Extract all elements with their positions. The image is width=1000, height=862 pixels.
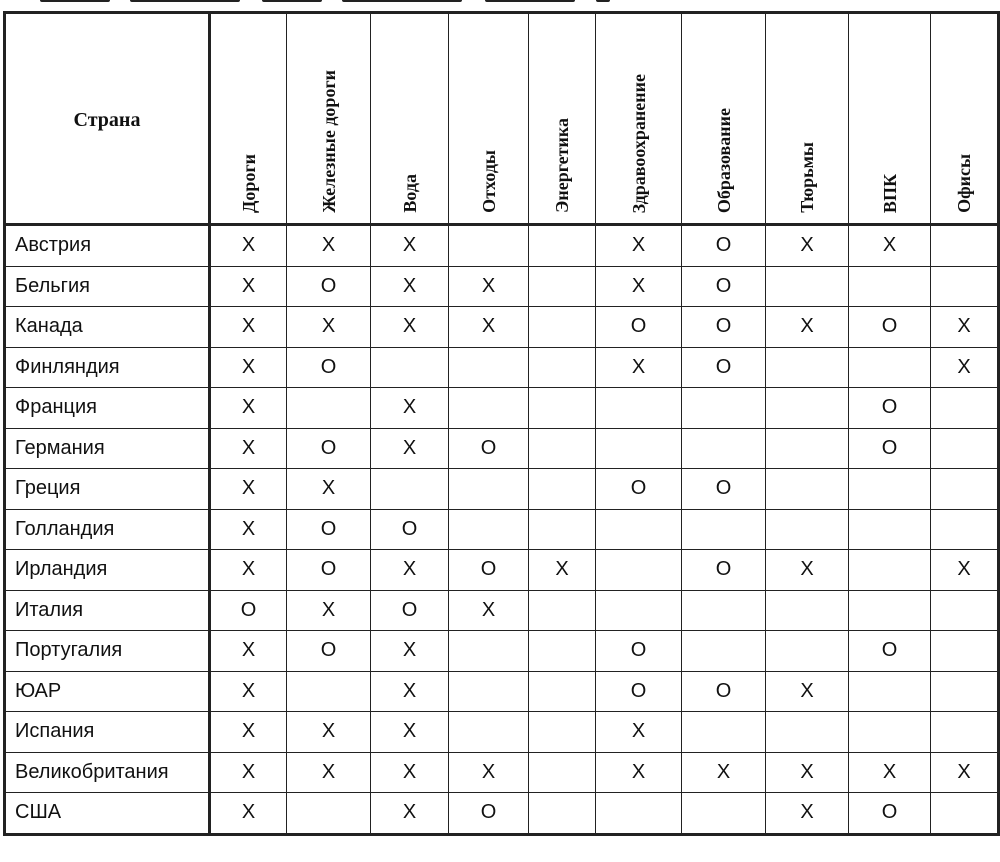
participation-cell [529, 347, 596, 388]
participation-cell: X [766, 307, 849, 348]
ppp-sector-table [3, 11, 1000, 836]
participation-cell: X [210, 550, 287, 591]
participation-cell: X [596, 347, 682, 388]
sector-header-label: ВПК [879, 173, 900, 213]
participation-cell [682, 712, 766, 753]
table-row [5, 671, 999, 712]
participation-cell: X [371, 550, 449, 591]
participation-cell [931, 712, 999, 753]
participation-cell: O [682, 266, 766, 307]
table-row [5, 509, 999, 550]
sector-header [596, 13, 682, 225]
country-cell: Великобритания [5, 752, 210, 793]
participation-cell: O [449, 428, 529, 469]
sector-header-label: Вода [399, 174, 420, 213]
participation-cell: X [287, 307, 371, 348]
participation-cell: X [596, 752, 682, 793]
participation-cell [849, 509, 931, 550]
participation-cell [529, 509, 596, 550]
table-row [5, 550, 999, 591]
participation-cell [449, 671, 529, 712]
participation-cell [849, 266, 931, 307]
participation-cell [931, 266, 999, 307]
table-row [5, 225, 999, 267]
table-body [5, 225, 999, 835]
country-cell: Греция [5, 469, 210, 510]
participation-cell [849, 550, 931, 591]
participation-cell: O [449, 793, 529, 835]
participation-cell: X [766, 671, 849, 712]
participation-cell [529, 712, 596, 753]
participation-cell: X [210, 307, 287, 348]
participation-cell: X [449, 266, 529, 307]
participation-cell: X [210, 388, 287, 429]
table-row [5, 590, 999, 631]
participation-cell: X [371, 793, 449, 835]
participation-cell: X [931, 347, 999, 388]
participation-cell: O [287, 631, 371, 672]
sector-header [849, 13, 931, 225]
participation-cell: X [287, 712, 371, 753]
participation-cell [371, 347, 449, 388]
participation-cell: O [849, 428, 931, 469]
participation-cell: X [287, 469, 371, 510]
participation-cell [529, 631, 596, 672]
participation-cell: O [287, 347, 371, 388]
participation-cell: X [210, 631, 287, 672]
participation-cell [766, 509, 849, 550]
sector-header [449, 13, 529, 225]
participation-cell: O [682, 307, 766, 348]
participation-cell [931, 225, 999, 267]
participation-cell: X [210, 266, 287, 307]
sector-header [529, 13, 596, 225]
participation-cell [766, 388, 849, 429]
participation-cell: O [371, 509, 449, 550]
participation-cell: O [210, 590, 287, 631]
participation-cell: O [682, 469, 766, 510]
participation-cell [529, 752, 596, 793]
participation-cell [766, 712, 849, 753]
participation-cell [931, 428, 999, 469]
participation-cell: O [371, 590, 449, 631]
participation-cell [849, 671, 931, 712]
participation-cell: X [931, 307, 999, 348]
sector-header [766, 13, 849, 225]
participation-cell [766, 469, 849, 510]
participation-cell: O [849, 631, 931, 672]
participation-cell [529, 388, 596, 429]
participation-cell [849, 469, 931, 510]
participation-cell: X [596, 266, 682, 307]
sector-header-label: Здравоохранение [628, 73, 649, 213]
participation-cell: O [596, 307, 682, 348]
country-cell: Франция [5, 388, 210, 429]
participation-cell: X [210, 225, 287, 267]
participation-cell [682, 793, 766, 835]
participation-cell [849, 712, 931, 753]
table-row [5, 266, 999, 307]
country-cell: Португалия [5, 631, 210, 672]
participation-cell [287, 671, 371, 712]
participation-cell [849, 347, 931, 388]
sector-header [287, 13, 371, 225]
participation-cell: X [371, 428, 449, 469]
participation-cell [931, 469, 999, 510]
country-cell: США [5, 793, 210, 835]
country-cell: Канада [5, 307, 210, 348]
country-cell: Бельгия [5, 266, 210, 307]
participation-cell [529, 266, 596, 307]
participation-cell [449, 509, 529, 550]
sector-header [210, 13, 287, 225]
participation-cell [449, 347, 529, 388]
participation-cell: X [287, 752, 371, 793]
sector-header-label: Тюрьмы [797, 142, 817, 213]
participation-cell [766, 631, 849, 672]
participation-cell [529, 671, 596, 712]
participation-cell: O [287, 428, 371, 469]
participation-cell: O [596, 469, 682, 510]
table-row [5, 793, 999, 835]
participation-cell [596, 428, 682, 469]
participation-cell [682, 631, 766, 672]
participation-cell [766, 266, 849, 307]
participation-cell [449, 225, 529, 267]
header-row [5, 13, 999, 225]
participation-cell [766, 590, 849, 631]
participation-cell: X [766, 550, 849, 591]
participation-cell: X [210, 671, 287, 712]
participation-cell: X [596, 712, 682, 753]
participation-cell: X [529, 550, 596, 591]
participation-cell [596, 388, 682, 429]
participation-cell [529, 307, 596, 348]
cropped-text-strip [0, 0, 1000, 10]
sector-header-label: Отходы [478, 150, 499, 213]
participation-cell: X [766, 225, 849, 267]
participation-cell [449, 388, 529, 429]
country-cell: Италия [5, 590, 210, 631]
participation-cell: X [371, 712, 449, 753]
participation-cell: X [931, 752, 999, 793]
participation-cell [766, 428, 849, 469]
participation-cell: X [371, 225, 449, 267]
participation-cell [529, 225, 596, 267]
country-cell: ЮАР [5, 671, 210, 712]
participation-cell: X [210, 752, 287, 793]
participation-cell: X [371, 266, 449, 307]
participation-cell: X [371, 307, 449, 348]
table-row [5, 752, 999, 793]
country-cell: Финляндия [5, 347, 210, 388]
participation-cell: X [766, 793, 849, 835]
participation-cell: O [682, 347, 766, 388]
table-row [5, 469, 999, 510]
participation-cell [766, 347, 849, 388]
participation-cell [371, 469, 449, 510]
participation-cell: X [371, 388, 449, 429]
participation-cell [596, 793, 682, 835]
participation-cell: X [682, 752, 766, 793]
participation-cell: O [596, 631, 682, 672]
participation-cell: X [849, 225, 931, 267]
sector-header [931, 13, 999, 225]
participation-cell: X [210, 509, 287, 550]
country-cell: Испания [5, 712, 210, 753]
participation-cell: O [849, 388, 931, 429]
participation-cell [287, 388, 371, 429]
participation-cell: O [287, 266, 371, 307]
country-cell: Ирландия [5, 550, 210, 591]
participation-cell: X [287, 225, 371, 267]
participation-cell [931, 590, 999, 631]
participation-cell [596, 590, 682, 631]
participation-cell [931, 631, 999, 672]
participation-cell [529, 590, 596, 631]
sector-header-label: Офисы [954, 154, 974, 213]
participation-cell [529, 469, 596, 510]
table-row [5, 388, 999, 429]
participation-cell [529, 428, 596, 469]
table-row [5, 428, 999, 469]
country-header-label: Страна [73, 109, 141, 131]
sector-header-label: Железные дороги [318, 70, 339, 213]
participation-cell: X [931, 550, 999, 591]
participation-cell: X [210, 347, 287, 388]
participation-cell [682, 388, 766, 429]
country-cell: Германия [5, 428, 210, 469]
participation-cell [931, 509, 999, 550]
participation-cell [682, 509, 766, 550]
country-column-header [5, 13, 210, 225]
table-row [5, 307, 999, 348]
participation-cell: X [210, 469, 287, 510]
participation-cell [931, 793, 999, 835]
participation-cell: X [210, 428, 287, 469]
participation-cell: O [682, 550, 766, 591]
table-row [5, 712, 999, 753]
participation-cell [682, 590, 766, 631]
participation-cell: X [371, 671, 449, 712]
participation-cell: O [682, 671, 766, 712]
table-row [5, 631, 999, 672]
participation-cell: X [849, 752, 931, 793]
participation-cell [931, 388, 999, 429]
participation-cell [449, 631, 529, 672]
sector-header-label: Дороги [238, 154, 259, 213]
participation-cell: X [371, 752, 449, 793]
participation-cell: O [849, 793, 931, 835]
participation-cell [529, 793, 596, 835]
country-cell: Австрия [5, 225, 210, 267]
participation-cell: X [449, 590, 529, 631]
sector-header [682, 13, 766, 225]
participation-cell [596, 509, 682, 550]
participation-cell: X [371, 631, 449, 672]
sector-header [371, 13, 449, 225]
participation-cell: O [682, 225, 766, 267]
participation-cell: X [449, 307, 529, 348]
participation-cell: X [449, 752, 529, 793]
participation-cell: O [287, 550, 371, 591]
participation-cell [849, 590, 931, 631]
participation-cell [449, 712, 529, 753]
participation-cell [449, 469, 529, 510]
participation-cell: O [449, 550, 529, 591]
participation-cell: X [596, 225, 682, 267]
sector-header-label: Образование [713, 107, 734, 213]
participation-cell [596, 550, 682, 591]
participation-cell: O [287, 509, 371, 550]
participation-cell: X [287, 590, 371, 631]
participation-cell [682, 428, 766, 469]
participation-cell: O [849, 307, 931, 348]
participation-cell [931, 671, 999, 712]
participation-cell: X [766, 752, 849, 793]
participation-cell [287, 793, 371, 835]
country-cell: Голландия [5, 509, 210, 550]
participation-cell: X [210, 712, 287, 753]
participation-cell: O [596, 671, 682, 712]
participation-cell: X [210, 793, 287, 835]
table-row [5, 347, 999, 388]
sector-header-label: Энергетика [552, 118, 572, 213]
